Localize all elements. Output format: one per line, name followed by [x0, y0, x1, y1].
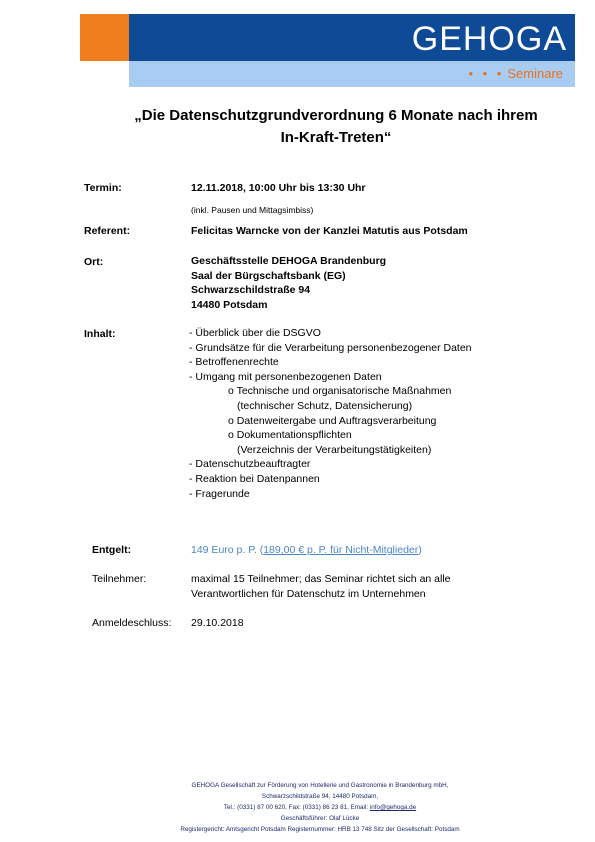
ort-line-2: Saal der Bürgschaftsbank (EG): [191, 270, 346, 282]
inhalt-label: Inhalt:: [84, 328, 116, 340]
entgelt-value: [191, 543, 422, 558]
footer-line-3: [120, 802, 520, 813]
list-item: - Fragerunde: [189, 487, 250, 500]
list-item: - Überblick über die DSGVO: [189, 327, 321, 339]
referent-value: Felicitas Warncke von der Kanzlei Matutis aus Potsdam: [191, 225, 468, 237]
nonmember-price-link[interactable]: 189,00 € p. P. für Nicht-Mitglieder: [263, 544, 419, 556]
entgelt-label: Entgelt:: [92, 544, 132, 556]
termin-note: (inkl. Pausen und Mittagsimbiss): [191, 205, 314, 215]
price-close: ): [418, 544, 422, 556]
footer-line-4: Geschäftsführer: Olaf Lücke: [280, 815, 360, 822]
list-item: o Datenweitergabe und Auftragsverarbeitung: [228, 414, 437, 427]
tagline-text: Seminare: [507, 66, 563, 81]
footer-line-5: Registergericht: Amtsgericht Potsdam Registernummer: HRB 13 748 Sitz der Gesellschaft: Potsdam: [180, 826, 460, 833]
footer: [120, 780, 520, 835]
tagline: [468, 66, 563, 82]
anmeldeschluss-label: Anmeldeschluss:: [92, 617, 172, 629]
list-item: - Umgang mit personenbezogenen Daten: [189, 370, 382, 383]
ort-line-4: 14480 Potsdam: [191, 299, 268, 311]
header-spacer: [80, 61, 129, 87]
ort-label: Ort:: [84, 256, 104, 268]
title-line-2: In-Kraft-Treten“: [280, 129, 392, 146]
footer-email-link[interactable]: info@gehoga.de: [369, 804, 417, 811]
inhalt-list: [189, 326, 472, 501]
list-item: o Dokumentationspflichten: [228, 429, 352, 442]
anmeldeschluss-value: 29.10.2018: [191, 617, 244, 629]
referent-label: Referent:: [84, 225, 131, 237]
header-orange-block: [80, 14, 129, 61]
tagline-dots: • • •: [468, 66, 505, 81]
teilnehmer-label: Teilnehmer:: [92, 573, 147, 585]
footer-line-1: GEHOGA Gesellschaft zur Förderung von Hotellerie und Gastronomie in Brandenburg mbH,: [191, 782, 449, 789]
list-item: - Grundsätze für die Verarbeitung personenbezogener Daten: [189, 341, 472, 354]
ort-line-1: Geschäftsstelle DEHOGA Brandenburg: [191, 255, 387, 267]
list-item: o Technische und organisatorische Maßnahmen: [228, 385, 452, 398]
list-item: - Reaktion bei Datenpannen: [189, 472, 320, 485]
brand-logo: GEHOGA: [411, 20, 567, 58]
member-price: 149 Euro p. P. (: [191, 544, 264, 556]
list-item: (technischer Schutz, Datensicherung): [237, 399, 413, 412]
footer-contact: Tel.: (0331) 87 00 620, Fax: (0331) 86 23 81, Email:: [223, 804, 370, 811]
list-item: - Datenschutzbeauftragter: [189, 458, 311, 471]
termin-label: Termin:: [84, 182, 122, 194]
termin-value: 12.11.2018, 10:00 Uhr bis 13:30 Uhr: [191, 182, 366, 194]
footer-line-2: Schwarzschildstraße 94, 14480 Potsdam,: [261, 793, 379, 800]
ort-line-3: Schwarzschildstraße 94: [191, 284, 311, 296]
page-title: [80, 105, 592, 149]
list-item: - Betroffenenrechte: [189, 356, 279, 369]
teilnehmer-line-1: maximal 15 Teilnehmer; das Seminar richtet sich an alle: [191, 573, 451, 585]
list-item: (Verzeichnis der Verarbeitungstätigkeiten): [237, 443, 432, 456]
teilnehmer-line-2: Verantwortlichen für Datenschutz im Unternehmen: [191, 588, 426, 600]
title-line-1: „Die Datenschutzgrundverordnung 6 Monate nach ihrem: [134, 107, 538, 124]
